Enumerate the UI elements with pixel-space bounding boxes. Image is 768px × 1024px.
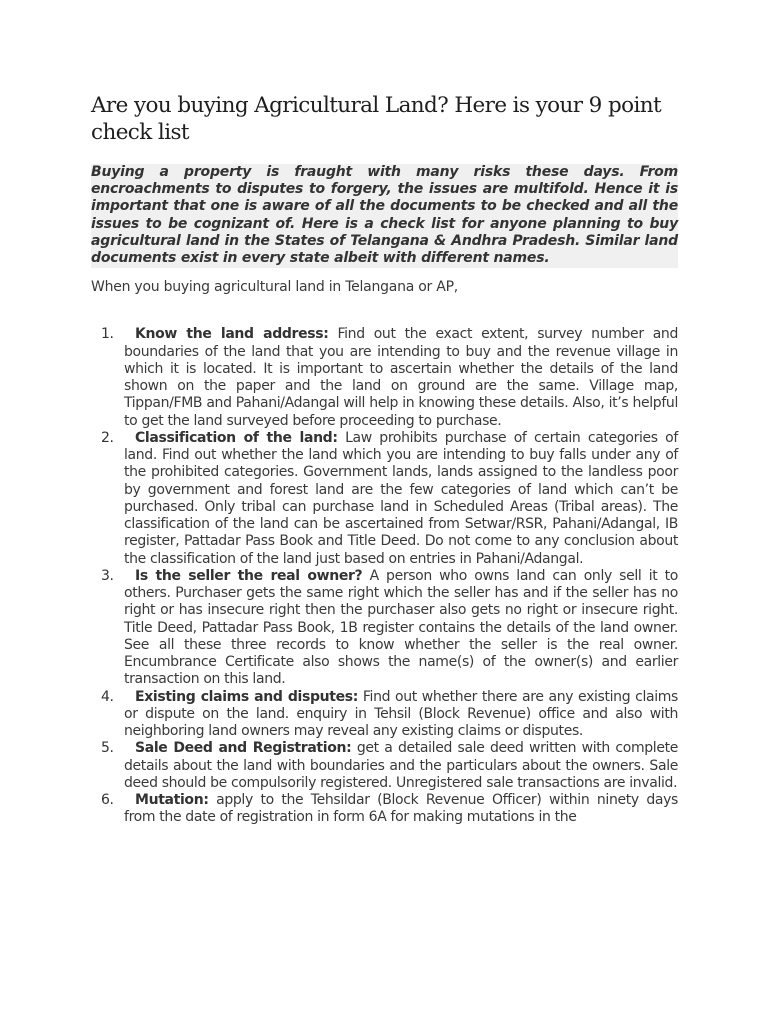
- item-heading: Know the land address:: [135, 326, 329, 343]
- intro-paragraph: Buying a property is fraught with many risks these days. From encroachments to disputes to forgery, the issues are multifold. Hence it is important that one is aware of all the documents to be checked and all the issues to be cognizant of. Here is a check list for anyone planning to buy agricultural land in the States of Telangana & Andhra Pradesh. Similar land documents exist in every state albeit with different names.: [91, 164, 678, 268]
- document-page: [91, 92, 678, 827]
- item-heading: Mutation:: [135, 792, 209, 809]
- item-text: apply to the Tehsildar (Block Revenue Officer) within ninety days from the date of registration in form 6A for making mutations in the: [124, 792, 678, 826]
- item-number: 4.: [101, 688, 114, 705]
- checklist-item: [91, 326, 678, 430]
- item-number: 2.: [101, 429, 114, 446]
- item-text: A person who owns land can only sell it to others. Purchaser gets the same right which the seller has and if the seller has no right or has insecure right then the purchaser also gets no right or insecure right. Title Deed, Pattadar Pass Book, 1B register contains the details of the land owner. See all these three records to know whether the seller is the real owner. Encumbrance Certificate also shows the name(s) of the owner(s) and earlier transaction on this land.: [124, 567, 678, 688]
- checklist-item: [91, 792, 678, 827]
- checklist-item: [91, 689, 678, 741]
- checklist: [91, 326, 678, 826]
- page-title: Are you buying Agricultural Land? Here is your 9 point check list: [91, 93, 662, 145]
- item-heading: Sale Deed and Registration:: [135, 740, 352, 757]
- checklist-item: [91, 430, 678, 568]
- item-number: 1.: [101, 326, 114, 343]
- item-number: 6.: [101, 792, 114, 809]
- item-text: Find out the exact extent, survey number and boundaries of the land that you are intending to buy and the revenue village in which it is located. It is important to ascertain whether the details of the land shown on the paper and the land on ground are the same. Village map, Tippan/FMB and Pahani/Adangal will help in knowing these details. Also, it’s helpful to get the land surveyed before proceeding to purchase.: [124, 326, 678, 429]
- item-heading: Classification of the land:: [135, 429, 338, 446]
- item-text: Law prohibits purchase of certain categories of land. Find out whether the land which you are intending to buy falls under any of the prohibited categories. Government lands, lands assigned to the landless poor by government and forest land are the few categories of land which can’t be purchased. Only tribal can purchase land in Scheduled Areas (Tribal areas). The classification of the land can be ascertained from Setwar/RSR, Pahani/Adangal, IB register, Pattadar Pass Book and Title Deed. Do not come to any conclusion about the classification of the land just based on entries in Pahani/Adangal.: [124, 429, 678, 567]
- lead-sentence: When you buying agricultural land in Telangana or AP,: [91, 279, 458, 296]
- item-heading: Existing claims and disputes:: [135, 688, 358, 705]
- checklist-item: [91, 740, 678, 792]
- item-number: 3.: [101, 567, 114, 584]
- checklist-item: [91, 568, 678, 689]
- item-heading: Is the seller the real owner?: [135, 567, 363, 584]
- item-text: get a detailed sale deed written with complete details about the land with boundaries and the particulars about the owners. Sale deed should be compulsorily registered. Unregistered sale transactions are invalid.: [124, 740, 678, 791]
- item-text: Find out whether there are any existing claims or dispute on the land. enquiry in Tehsil (Block Revenue) office and also with neighboring land owners may reveal any existing claims or disputes.: [124, 688, 678, 740]
- item-number: 5.: [101, 740, 114, 757]
